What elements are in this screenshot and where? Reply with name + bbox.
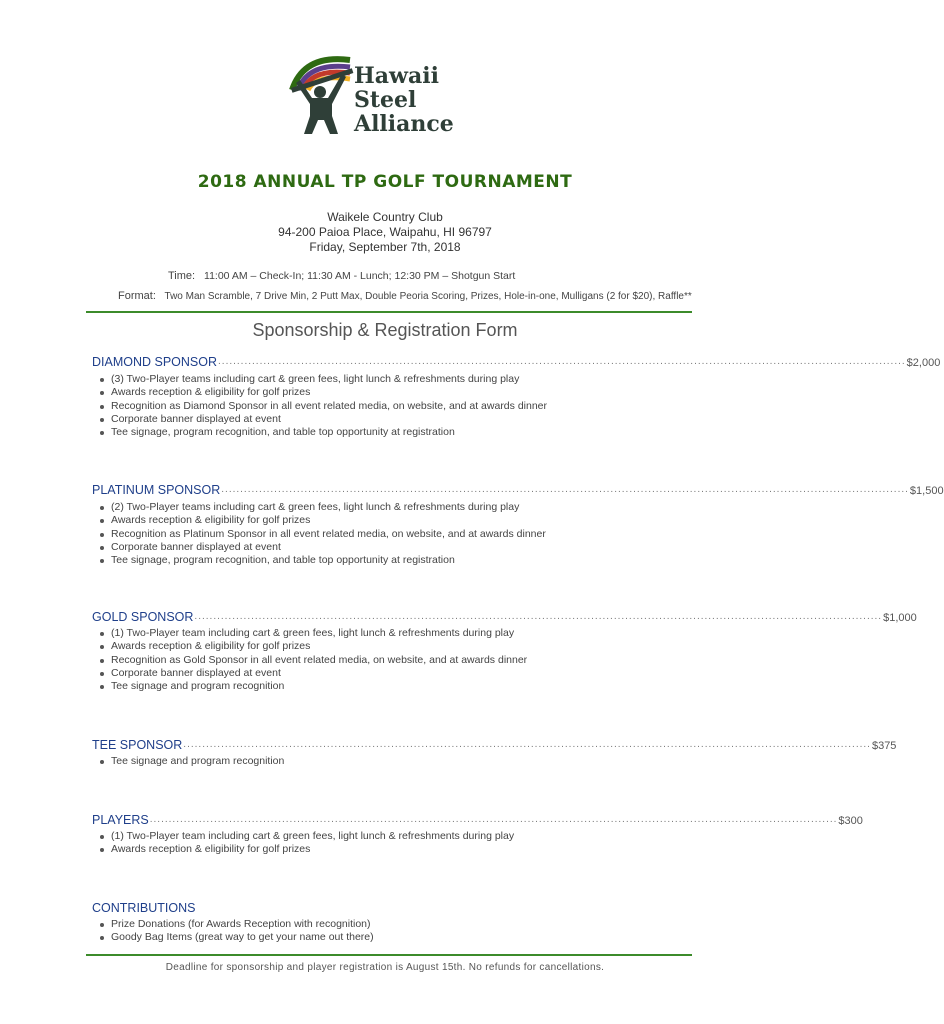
tier-diamond-heading <box>92 353 941 369</box>
form-title: Sponsorship & Registration Form <box>252 320 518 340</box>
tier-name: TEE SPONSOR <box>92 738 183 752</box>
list-item: (1) Two-Player team including cart & green fees, light lunch & refreshments during play <box>100 830 514 843</box>
logo-line-3: Alliance <box>354 111 454 137</box>
tier-gold-benefits <box>100 627 527 693</box>
tier-tee-heading <box>92 736 897 752</box>
tier-name: GOLD SPONSOR <box>92 610 194 624</box>
dot-leader: ...................................................................................................................................................................................... <box>183 739 871 750</box>
tier-price: $1,500 <box>909 485 944 497</box>
tier-name: DIAMOND SPONSOR <box>92 355 218 369</box>
tier-price: $1,000 <box>883 612 917 624</box>
time-line <box>168 270 515 282</box>
list-item: Goody Bag Items (great way to get your name out there) <box>100 931 374 944</box>
format-line <box>118 290 692 302</box>
list-item: Awards reception & eligibility for golf prizes <box>100 514 546 527</box>
tier-diamond-benefits <box>100 373 547 439</box>
list-item: Awards reception & eligibility for golf prizes <box>100 843 514 856</box>
logo-line-1: Hawaii <box>354 63 439 89</box>
dot-leader: ...................................................................................................................................................................................... <box>149 814 838 825</box>
tier-price: $2,000 <box>906 357 941 369</box>
venue-address: 94-200 Paioa Place, Waipahu, HI 96797 <box>278 225 492 239</box>
event-date: Friday, September 7th, 2018 <box>309 240 461 254</box>
tier-tee-benefits <box>100 755 284 768</box>
format-label: Format: <box>118 290 156 302</box>
contributions-list <box>100 918 374 945</box>
tier-platinum-benefits <box>100 501 546 567</box>
tier-platinum-heading <box>92 481 944 497</box>
venue-name: Waikele Country Club <box>327 210 443 224</box>
document-title: 2018 ANNUAL TP GOLF TOURNAMENT <box>197 172 573 192</box>
list-item: Corporate banner displayed at event <box>100 413 547 426</box>
list-item: Recognition as Diamond Sponsor in all event related media, on website, and at awards dinner <box>100 400 547 413</box>
list-item: Awards reception & eligibility for golf prizes <box>100 386 547 399</box>
list-item: Tee signage, program recognition, and table top opportunity at registration <box>100 554 546 567</box>
dot-leader: ...................................................................................................................................................................................... <box>194 611 883 622</box>
list-item: (1) Two-Player team including cart & green fees, light lunch & refreshments during play <box>100 627 527 640</box>
dot-leader: ...................................................................................................................................................................................... <box>218 356 906 367</box>
dot-leader: ...................................................................................................................................................................................... <box>221 484 909 495</box>
venue-info <box>0 210 770 255</box>
contributions-heading <box>92 899 646 915</box>
divider-top <box>86 311 692 313</box>
list-item: Awards reception & eligibility for golf prizes <box>100 640 527 653</box>
time-value: 11:00 AM – Check-In; 11:30 AM - Lunch; 12:30 PM – Shotgun Start <box>204 270 516 282</box>
list-item: (3) Two-Player teams including cart & green fees, light lunch & refreshments during play <box>100 373 547 386</box>
logo-wordmark <box>354 64 454 136</box>
hawaii-steel-alliance-logo <box>290 50 470 138</box>
figure-lifting-beam-icon <box>290 50 354 138</box>
list-item: Corporate banner displayed at event <box>100 667 527 680</box>
format-value: Two Man Scramble, 7 Drive Min, 2 Putt Max, Double Peoria Scoring, Prizes, Hole-in-one, Mulligans (2 for $20), Raffle** <box>164 291 692 302</box>
list-item: Tee signage and program recognition <box>100 680 527 693</box>
deadline-footer: Deadline for sponsorship and player registration is August 15th. No refunds for cancellations. <box>165 962 605 973</box>
time-label: Time: <box>168 270 196 282</box>
tier-name: PLATINUM SPONSOR <box>92 483 221 497</box>
list-item: Corporate banner displayed at event <box>100 541 546 554</box>
list-item: Recognition as Gold Sponsor in all event related media, on website, and at awards dinner <box>100 654 527 667</box>
list-item: Tee signage and program recognition <box>100 755 284 768</box>
list-item: Recognition as Platinum Sponsor in all event related media, on website, and at awards dinner <box>100 528 546 541</box>
list-item: Prize Donations (for Awards Reception with recognition) <box>100 918 374 931</box>
contributions-title: CONTRIBUTIONS <box>92 901 196 915</box>
tier-players-benefits <box>100 830 514 857</box>
divider-bottom <box>86 954 692 956</box>
tier-price: $375 <box>871 740 897 752</box>
tier-price: $300 <box>838 815 863 827</box>
tier-gold-heading <box>92 608 917 624</box>
tier-name: PLAYERS <box>92 813 149 827</box>
tier-players-heading <box>92 811 863 827</box>
list-item: Tee signage, program recognition, and table top opportunity at registration <box>100 426 547 439</box>
list-item: (2) Two-Player teams including cart & green fees, light lunch & refreshments during play <box>100 501 546 514</box>
logo-line-2: Steel <box>354 87 417 113</box>
